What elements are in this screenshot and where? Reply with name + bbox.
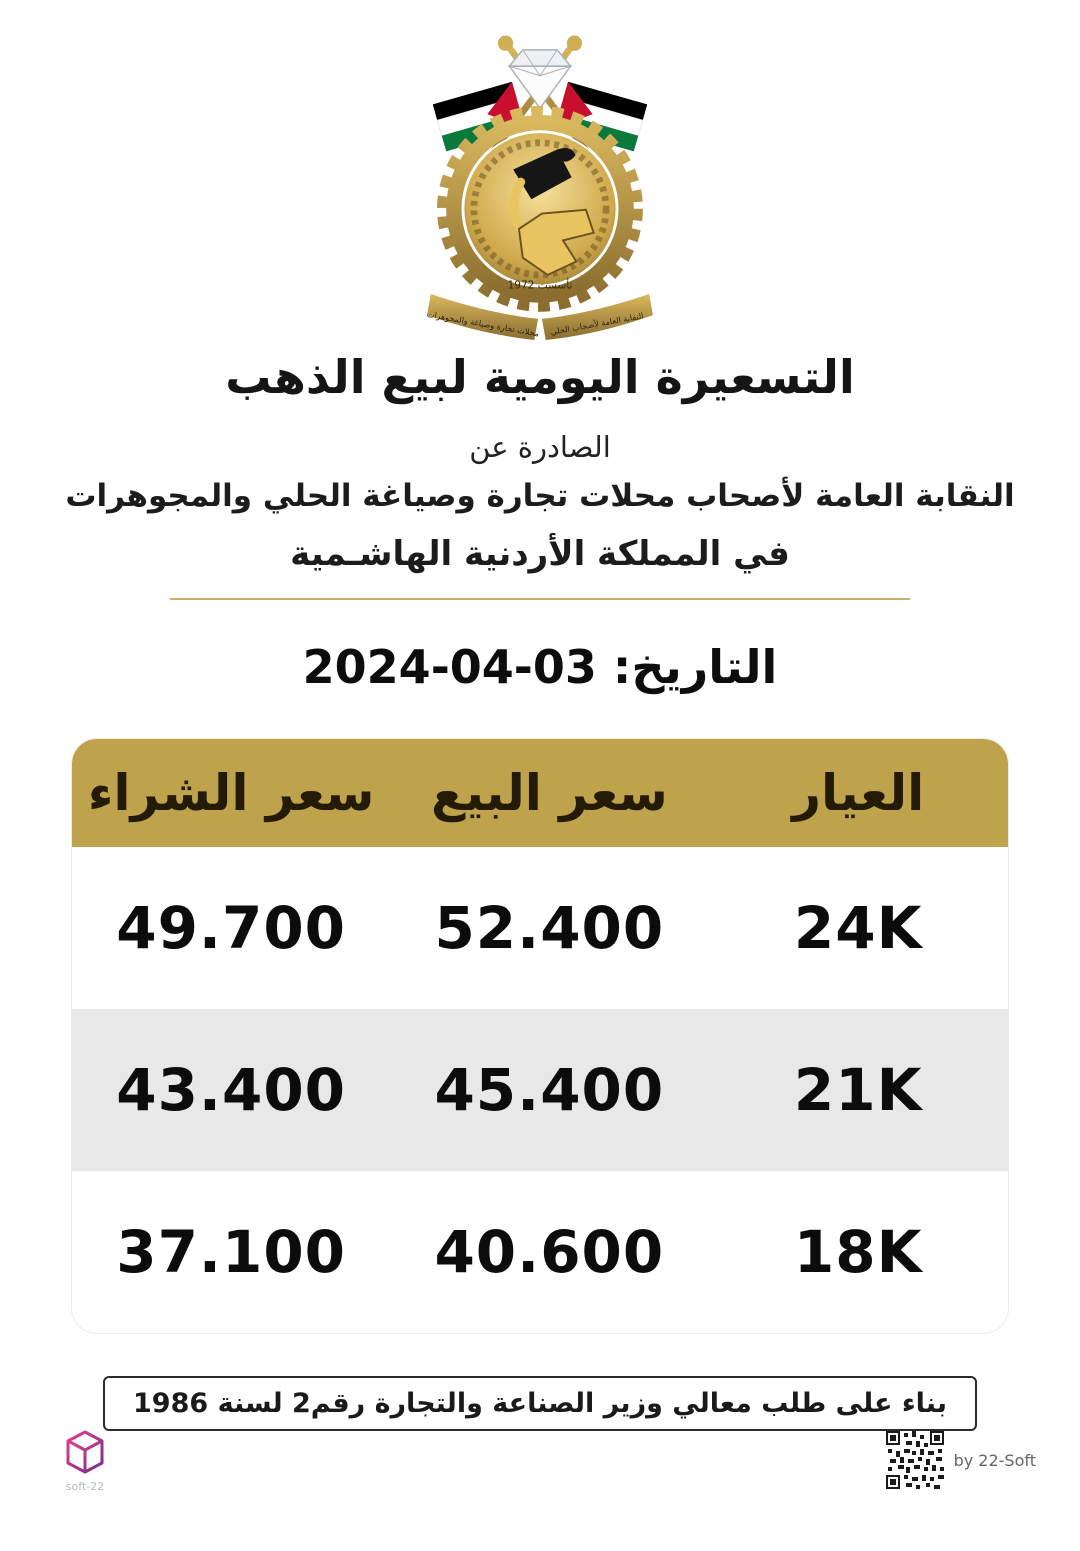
ribbon-right-text: النقابة العامة لأصحاب الحلي [549, 310, 645, 337]
table-row [72, 1171, 1008, 1333]
header-karat: العيار [792, 764, 925, 822]
buy-price: 43.400 [116, 1056, 347, 1124]
date-value: 03-04-2024 [302, 640, 597, 694]
ministerial-note: بناء على طلب معالي وزير الصناعة والتجارة رقم2 لسنة 1986 [103, 1376, 977, 1431]
karat-value: 21K [793, 1056, 923, 1124]
karat-value: 18K [793, 1218, 923, 1286]
table-row [72, 1009, 1008, 1171]
organization-line: النقابة العامة لأصحاب محلات تجارة وصياغة الحلي والمجوهرات [65, 478, 1015, 514]
karat-value: 24K [793, 894, 923, 962]
credit-text: by 22-Soft [953, 1450, 1036, 1470]
brand-logo [50, 1430, 120, 1493]
sell-price: 40.600 [434, 1218, 665, 1286]
page-title: التسعيرة اليومية لبيع الذهب [225, 350, 855, 404]
sell-price: 52.400 [434, 894, 665, 962]
cube-logo-icon [65, 1430, 105, 1474]
buy-price: 37.100 [116, 1218, 347, 1286]
date-line [0, 640, 1080, 694]
table-row [72, 847, 1008, 1009]
credit-block [886, 1431, 1036, 1489]
country-line: في المملكة الأردنية الهاشـمية [290, 534, 790, 574]
gold-divider [170, 598, 910, 600]
table-header-row [72, 739, 1008, 847]
ribbon-left-text: محلات تجارة وصياغة والمجوهرات [426, 308, 540, 339]
date-label: التاريخ: [612, 640, 778, 694]
brand-caption: 22-soft [65, 1480, 105, 1493]
issued-by-line: الصادرة عن [469, 430, 611, 464]
syndicate-logo [390, 24, 690, 340]
diamond-icon [509, 50, 570, 108]
gold-price-poster [0, 24, 1080, 1551]
sell-price: 45.400 [434, 1056, 665, 1124]
header-buy-price: سعر الشراء [87, 764, 375, 822]
qr-code-icon [886, 1431, 944, 1489]
header-sell-price: سعر البيع [430, 764, 668, 822]
price-table [71, 738, 1009, 1334]
buy-price: 49.700 [116, 894, 347, 962]
established-year: تأسست 1972 [507, 279, 573, 292]
